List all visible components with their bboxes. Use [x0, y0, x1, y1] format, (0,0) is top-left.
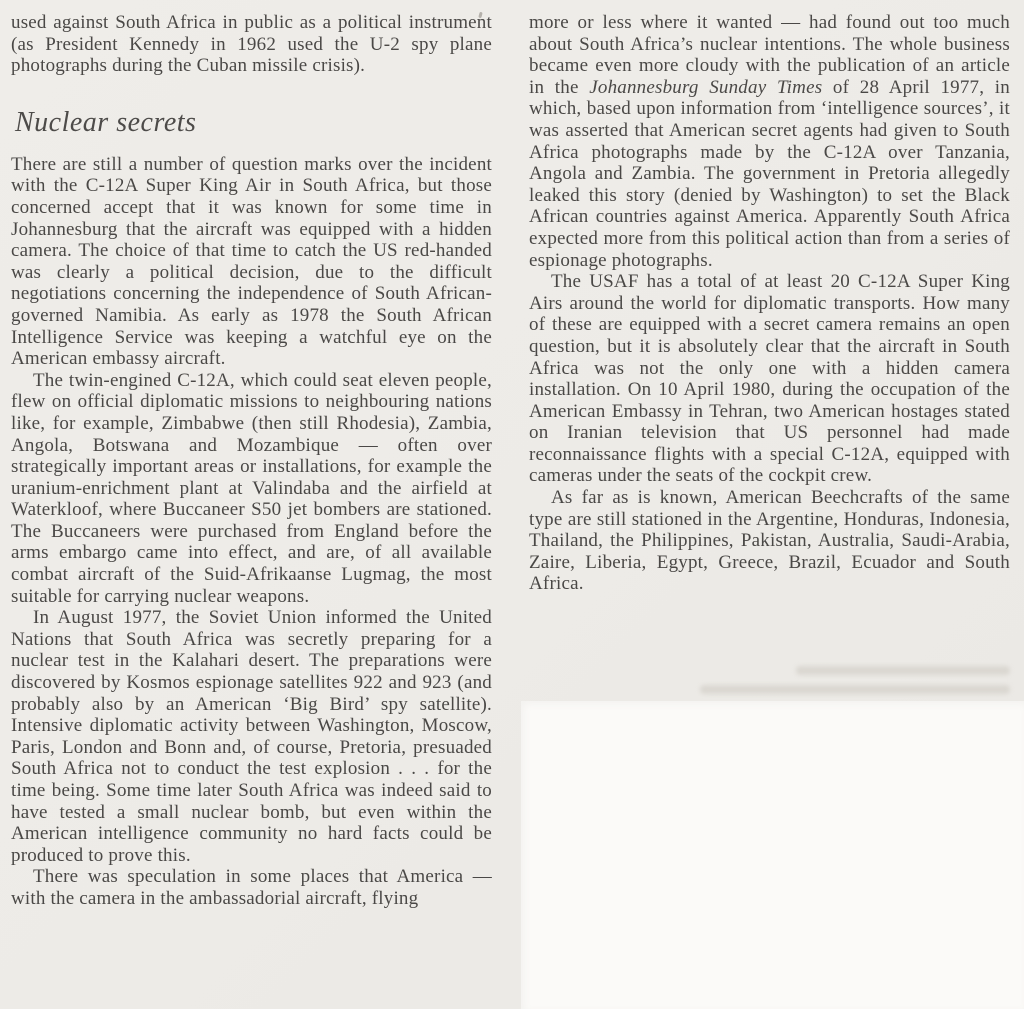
paragraph [11, 866, 492, 909]
paragraph [529, 12, 1010, 271]
text-segment: more or less where it wanted — had found out too much about South Africa’s nuclear intentions. The whole business became even more cloudy with the publication of an article in the [529, 12, 1010, 98]
paragraph [11, 370, 492, 608]
text-segment: As far as is known, American Beechcrafts of the same type are still stationed in the Argentine, Honduras, Indonesia, Thailand, the Philippines, Pakistan, Australia, Saudi-Arabia, Zaire, Liberia, Egypt, Greece, Brazil, Ecuador and South Africa. [529, 487, 1010, 595]
bleedthrough-line [796, 666, 1010, 675]
print-bleedthrough-artifact [698, 663, 1016, 699]
section-heading: Nuclear secrets [15, 106, 197, 138]
left-column [11, 12, 492, 910]
text-segment: The USAF has a total of at least 20 C-12A Super King Airs around the world for diplomatic transports. How many of these are equipped with a secret camera remains an open question, but it is absolutely clear that the aircraft in South Africa was not the only one with a hidden camera installation. On 10 April 1980, during the occupation of the American Embassy in Tehran, two American hostages stated on Iranian television that US personnel had made reconnaissance flights with a special C-12A, equipped with cameras under the seats of the cockpit crew. [529, 271, 1010, 487]
text-segment: There are still a number of question marks over the incident with the C-12A Super King Air in South Africa, but those concerned accept that it was known for some time in Johannesburg that the aircraft was equipped with a hidden camera. The choice of that time to catch the US red-handed was clearly a political decision, due to the difficult negotiations concerning the independence of South African-governed Namibia. As early as 1978 the South African Intelligence Service was keeping a watchful eye on the American embassy aircraft. [11, 153, 492, 370]
paragraph [11, 154, 492, 370]
text-segment: of 28 April 1977, in which, based upon information from ‘intelligence sources’, it was asserted that American secret agents had given to South Africa photographs made by the C-12A over Tanzania, Angola and Zambia. The government in Pretoria allegedly leaked this story (denied by Washington) to set the Black African countries against America. Apparently South Africa expected more from this political action than from a series of espionage photographs. [529, 76, 1010, 271]
paragraph [529, 271, 1010, 487]
paragraph [11, 607, 492, 866]
right-column [529, 12, 1010, 595]
paragraph [529, 487, 1010, 595]
text-segment: In August 1977, the Soviet Union informed the United Nations that South Africa was secretly preparing for a nuclear test in the Kalahari desert. The preparations were discovered by Kosmos espionage satellites 922 and 923 (and probably also by an American ‘Big Bird’ spy satellite). Intensive diplomatic activity between Washington, Moscow, Paris, London and Bonn and, of course, Pretoria, presuaded South Africa not to conduct the test explosion . . . for the time being. Some time later South Africa was indeed said to have tested a small nuclear bomb, but even within the American intelligence community no hard facts could be produced to prove this. [11, 607, 492, 866]
text-segment: used against South Africa in public as a political instrument (as President Kennedy in 1962 used the U-2 spy plane photographs during the Cuban missile crisis). [11, 12, 492, 77]
italic-text: Johannesburg Sunday Times [589, 76, 823, 98]
paragraph [11, 12, 492, 77]
blank-page-area [521, 701, 1024, 1009]
bleedthrough-line [700, 685, 1010, 694]
text-segment: The twin-engined C-12A, which could seat eleven people, flew on official diplomatic missions to neighbouring nations like, for example, Zimbabwe (then still Rhodesia), Zambia, Angola, Botswana and Mozambique — often over strategically important areas or installations, for example the uranium-enrichment plant at Valindaba and the airfield at Waterkloof, where Buccaneer S50 jet bombers are stationed. The Buccaneers were purchased from England before the arms embargo came into effect, and are, of all available combat aircraft of the Suid-Afrikaanse Lugmag, the most suitable for carrying nuclear weapons. [11, 369, 492, 607]
text-segment: There was speculation in some places that America — with the camera in the ambassadorial aircraft, flying [11, 866, 492, 909]
